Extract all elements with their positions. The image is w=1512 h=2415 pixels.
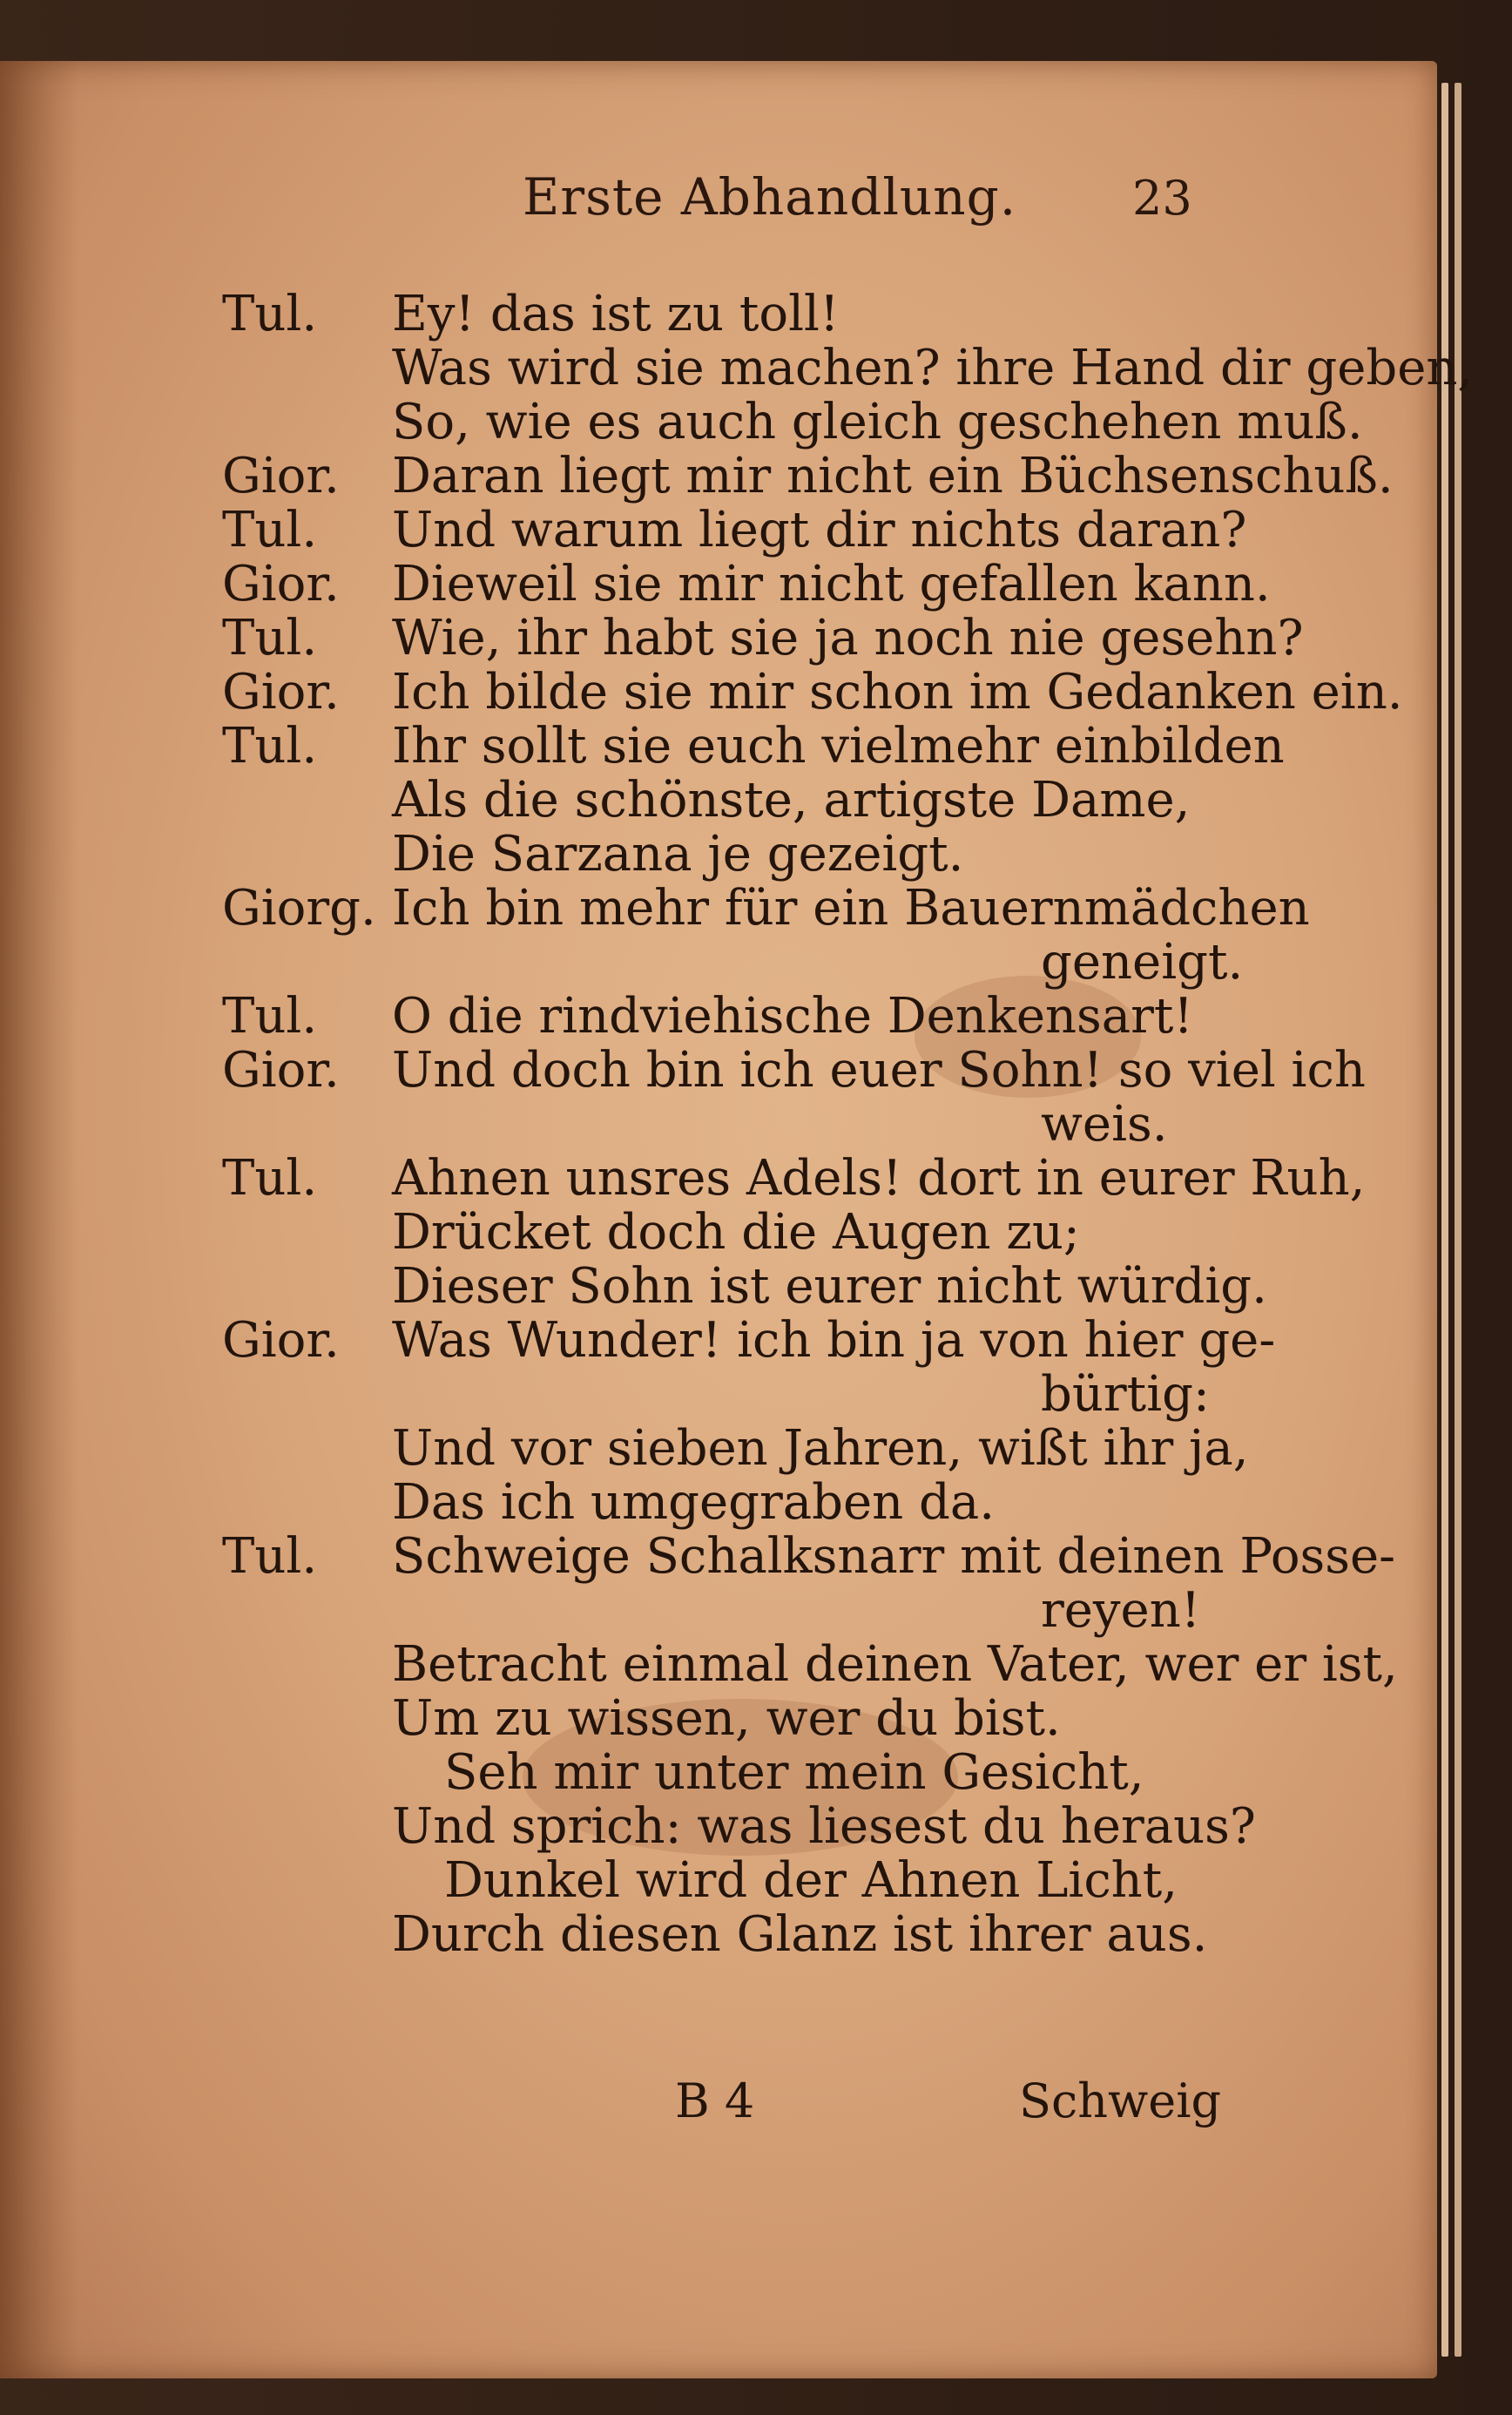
dialogue-line (222, 288, 1267, 342)
dialogue-line (222, 1476, 1267, 1530)
verse-text: Um zu wissen, wer du bist. (392, 1690, 1061, 1747)
verse-text: Betracht einmal deinen Vater, wer er ist, (392, 1636, 1398, 1693)
verse-text: So, wie es auch gleich geschehen muß. (392, 394, 1363, 450)
verse-text: Ihr sollt sie euch vielmehr einbilden (392, 718, 1285, 775)
verse-text: Schweige Schalksnarr mit deinen Posse- (392, 1528, 1396, 1585)
dialogue-line (222, 774, 1267, 828)
verse-text: Und sprich: was liesest du heraus? (392, 1798, 1256, 1855)
dialogue-line (222, 610, 1304, 666)
verse-text: Dieweil sie mir nicht gefallen kann. (392, 556, 1271, 612)
verse-text: Drücket doch die Augen zu; (392, 1204, 1080, 1261)
verse-text: Und vor sieben Jahren, wißt ihr ja, (392, 1420, 1249, 1477)
dialogue-line (222, 990, 1267, 1044)
speaker-name: Tul. (222, 610, 318, 666)
catchword: Schweig (1019, 2073, 1222, 2128)
dialogue-line (222, 1692, 1267, 1746)
running-title: Erste Abhandlung. (523, 167, 1017, 227)
verse-text: Und doch bin ich euer Sohn! so viel ich (392, 1042, 1366, 1099)
dialogue-line (222, 1260, 1267, 1314)
verse-text: Wie, ihr habt sie ja noch nie gesehn? (392, 610, 1304, 666)
verse-text: Was wird sie machen? ihre Hand dir geben, (392, 340, 1474, 396)
speaker-name: Gior. (222, 1042, 340, 1099)
verse-text: O die rindviehische Denkensart! (392, 988, 1193, 1045)
speaker-name: Tul. (222, 286, 318, 342)
dialogue-text (222, 286, 1474, 1963)
dialogue-line (222, 1528, 1396, 1585)
dialogue-line (222, 340, 1474, 396)
verse-continuation: reyen! (1041, 1582, 1201, 1639)
dialogue-line (222, 394, 1363, 450)
speaker-name: Tul. (222, 1150, 318, 1207)
dialogue-line (222, 936, 1267, 990)
dialogue-line (222, 1150, 1366, 1207)
speaker-name: Tul. (222, 718, 318, 775)
verse-continuation: geneigt. (1041, 934, 1244, 991)
speaker-name: Tul. (222, 1528, 318, 1585)
dialogue-line (222, 1098, 1267, 1152)
dialogue-line (222, 1854, 1267, 1908)
verse-text: Als die schönste, artigste Dame, (392, 772, 1191, 829)
verse-text: Daran liegt mir nicht ein Büchsenschuß. (392, 448, 1394, 504)
page-footer (222, 2073, 1267, 2134)
verse-text: Seh mir unter mein Gesicht, (444, 1744, 1144, 1801)
dialogue-line (222, 448, 1394, 504)
verse-text: Ich bilde sie mir schon im Gedanken ein. (392, 664, 1403, 720)
dialogue-line (222, 718, 1285, 775)
dialogue-line (222, 1312, 1276, 1369)
dialogue-line (222, 1800, 1267, 1854)
verse-text: Das ich umgegraben da. (392, 1474, 996, 1531)
signature-mark: B 4 (675, 2073, 755, 2128)
verse-text: Ey! das ist zu toll! (392, 286, 840, 342)
page-header (523, 167, 1219, 246)
dialogue-line (222, 1746, 1267, 1800)
dialogue-line (222, 504, 1267, 558)
speaker-name: Gior. (222, 556, 340, 612)
dialogue-line (222, 880, 1310, 937)
verse-continuation: weis. (1041, 1096, 1168, 1153)
speaker-name: Tul. (222, 502, 318, 558)
speaker-name: Gior. (222, 448, 340, 504)
speaker-name: Gior. (222, 1312, 340, 1369)
dialogue-line (222, 828, 1267, 882)
page-number: 23 (1132, 171, 1192, 226)
dialogue-line (222, 1042, 1366, 1099)
page-edge (1441, 83, 1448, 2357)
verse-text: Dieser Sohn ist eurer nicht würdig. (392, 1258, 1267, 1315)
verse-text: Und warum liegt dir nichts daran? (392, 502, 1247, 558)
verse-continuation: bürtig: (1041, 1366, 1210, 1423)
speaker-name: Tul. (222, 988, 318, 1045)
dialogue-line (222, 1422, 1267, 1476)
speaker-name: Giorg. (222, 880, 376, 937)
verse-text: Was Wunder! ich bin ja von hier ge- (392, 1312, 1276, 1369)
verse-text: Die Sarzana je gezeigt. (392, 826, 964, 883)
verse-text: Ich bin mehr für ein Bauernmädchen (392, 880, 1310, 937)
page-gutter-shadow (0, 61, 78, 2378)
verse-text: Dunkel wird der Ahnen Licht, (444, 1852, 1178, 1909)
page-edge (1455, 83, 1461, 2357)
dialogue-line (222, 664, 1403, 720)
dialogue-line (222, 1908, 1267, 1962)
verse-text: Ahnen unsres Adels! dort in eurer Ruh, (392, 1150, 1366, 1207)
speaker-name: Gior. (222, 664, 340, 720)
dialogue-line (222, 1636, 1398, 1693)
dialogue-line (222, 556, 1271, 612)
verse-text: Durch diesen Glanz ist ihrer aus. (392, 1906, 1208, 1963)
dialogue-line (222, 1206, 1267, 1260)
dialogue-line (222, 1584, 1267, 1638)
dialogue-line (222, 1368, 1267, 1422)
